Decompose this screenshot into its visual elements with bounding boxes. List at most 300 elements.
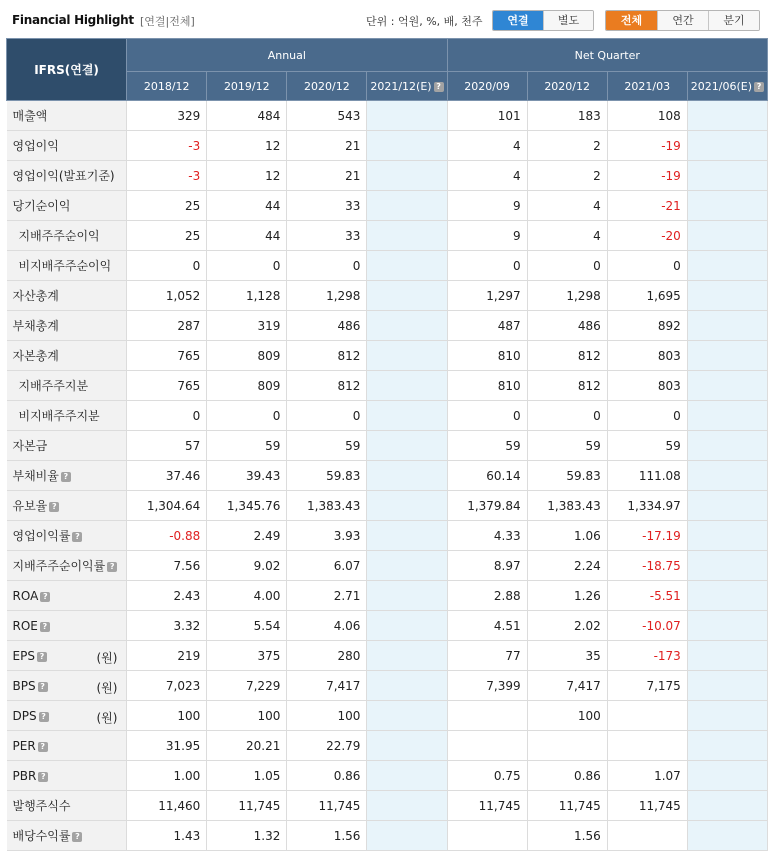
column-header — [607, 72, 687, 101]
table-cell: 0 — [607, 251, 687, 281]
table-cell: 11,745 — [207, 791, 287, 821]
table-cell: 4 — [447, 161, 527, 191]
table-cell: 2 — [527, 131, 607, 161]
table-cell — [527, 731, 607, 761]
table-cell: 2.02 — [527, 611, 607, 641]
table-cell: 484 — [207, 101, 287, 131]
table-row — [7, 521, 768, 551]
table-cell — [607, 701, 687, 731]
row-label — [7, 311, 127, 341]
column-header-label: 2018/12 — [143, 79, 190, 93]
table-row — [7, 131, 768, 161]
row-label — [7, 221, 127, 251]
table-cell: 1.32 — [207, 821, 287, 851]
table-cell: 183 — [527, 101, 607, 131]
table-cell: 3.32 — [127, 611, 207, 641]
table-cell: 4 — [527, 221, 607, 251]
table-row — [7, 461, 768, 491]
table-cell: 1,297 — [447, 281, 527, 311]
table-cell: 57 — [127, 431, 207, 461]
row-label-text: 영업이익(발표기준) — [12, 169, 115, 183]
table-cell: 810 — [447, 341, 527, 371]
table-cell — [367, 641, 447, 671]
table-cell: 101 — [447, 101, 527, 131]
table-cell: 4.51 — [447, 611, 527, 641]
table-cell — [367, 761, 447, 791]
table-cell: 2.71 — [287, 581, 367, 611]
table-cell — [687, 461, 767, 491]
row-label-text: 유보율 — [12, 499, 48, 513]
help-icon[interactable]: ? — [38, 772, 48, 782]
help-icon[interactable]: ? — [754, 82, 764, 92]
table-cell: -3 — [127, 131, 207, 161]
row-label — [7, 431, 127, 461]
row-label — [7, 461, 127, 491]
table-row — [7, 251, 768, 281]
row-label — [7, 281, 127, 311]
row-label-text: 매출액 — [12, 109, 48, 123]
table-cell — [607, 821, 687, 851]
table-cell: -18.75 — [607, 551, 687, 581]
table-cell: 329 — [127, 101, 207, 131]
consolidated-button[interactable]: 연결 — [493, 11, 543, 30]
table-cell — [687, 521, 767, 551]
row-label — [7, 251, 127, 281]
table-cell: 375 — [207, 641, 287, 671]
table-cell — [367, 731, 447, 761]
row-label-text: PBR — [12, 768, 37, 783]
table-row — [7, 191, 768, 221]
table-cell — [687, 371, 767, 401]
table-cell: 12 — [207, 131, 287, 161]
row-label — [7, 341, 127, 371]
table-row — [7, 551, 768, 581]
row-label-text: 자본금 — [12, 439, 48, 453]
table-cell: 0 — [287, 401, 367, 431]
table-cell: 1,345.76 — [207, 491, 287, 521]
row-label — [7, 611, 127, 641]
table-cell — [687, 701, 767, 731]
table-cell: 59.83 — [287, 461, 367, 491]
table-cell: 1.43 — [127, 821, 207, 851]
table-cell: 21 — [287, 161, 367, 191]
table-cell: 59.83 — [527, 461, 607, 491]
table-cell: 59 — [447, 431, 527, 461]
help-icon[interactable]: ? — [72, 832, 82, 842]
page-title: Financial Highlight — [12, 13, 134, 27]
row-label — [7, 521, 127, 551]
table-cell: 100 — [207, 701, 287, 731]
table-cell: 11,745 — [447, 791, 527, 821]
table-cell: 1.07 — [607, 761, 687, 791]
table-cell: 7,023 — [127, 671, 207, 701]
table-cell: 1,298 — [527, 281, 607, 311]
row-label-text: 영업이익률 — [12, 529, 71, 543]
row-label — [7, 671, 127, 701]
row-label-text: 발행주식수 — [12, 799, 71, 813]
table-cell: 22.79 — [287, 731, 367, 761]
table-row — [7, 371, 768, 401]
table-cell: -3 — [127, 161, 207, 191]
period-toggle — [605, 10, 760, 31]
table-cell: 7,417 — [287, 671, 367, 701]
table-row — [7, 281, 768, 311]
table-cell: 60.14 — [447, 461, 527, 491]
table-row — [7, 821, 768, 851]
row-label-text: 지배주주순이익 — [18, 229, 100, 243]
help-icon[interactable]: ? — [49, 502, 59, 512]
table-cell — [687, 221, 767, 251]
table-cell: 44 — [207, 191, 287, 221]
table-row — [7, 401, 768, 431]
table-cell — [687, 251, 767, 281]
table-cell — [687, 821, 767, 851]
table-cell: 8.97 — [447, 551, 527, 581]
table-cell: 0.75 — [447, 761, 527, 791]
column-header-label: 2019/12 — [223, 79, 270, 93]
table-cell: 5.54 — [207, 611, 287, 641]
table-row — [7, 641, 768, 671]
row-label — [7, 401, 127, 431]
table-row — [7, 761, 768, 791]
row-label-text: 지배주주순이익률 — [12, 559, 106, 573]
row-label — [7, 491, 127, 521]
help-icon[interactable]: ? — [72, 532, 82, 542]
table-cell: 280 — [287, 641, 367, 671]
table-cell — [367, 671, 447, 701]
table-cell: 0 — [207, 251, 287, 281]
table-cell — [687, 191, 767, 221]
row-label — [7, 131, 127, 161]
table-cell: 2.49 — [207, 521, 287, 551]
row-label — [7, 641, 127, 671]
row-unit: (원) — [96, 681, 118, 695]
table-cell: 11,745 — [527, 791, 607, 821]
row-label-text: 당기순이익 — [12, 199, 71, 213]
row-label — [7, 581, 127, 611]
help-icon[interactable]: ? — [434, 82, 444, 92]
table-cell: 0 — [447, 251, 527, 281]
table-cell: 287 — [127, 311, 207, 341]
table-cell — [367, 821, 447, 851]
column-header-label: 2020/12 — [304, 79, 350, 93]
table-cell — [687, 131, 767, 161]
table-cell — [367, 191, 447, 221]
table-cell: 100 — [127, 701, 207, 731]
table-cell: 1,383.43 — [287, 491, 367, 521]
row-label — [7, 701, 127, 731]
table-cell: 77 — [447, 641, 527, 671]
table-row — [7, 491, 768, 521]
table-cell — [687, 281, 767, 311]
table-cell: 31.95 — [127, 731, 207, 761]
table-cell: 39.43 — [207, 461, 287, 491]
table-cell — [607, 731, 687, 761]
column-header-label: 2021/12(E) — [370, 79, 432, 93]
table-cell: 0 — [127, 401, 207, 431]
table-cell — [447, 821, 527, 851]
table-cell: -5.51 — [607, 581, 687, 611]
all-period-button[interactable]: 전체 — [606, 11, 657, 30]
table-row — [7, 671, 768, 701]
quarter-group-header: Net Quarter — [447, 39, 767, 72]
table-cell: 809 — [207, 371, 287, 401]
table-cell: -21 — [607, 191, 687, 221]
row-label — [7, 161, 127, 191]
table-main-header: IFRS(연결) — [7, 39, 127, 101]
help-icon[interactable]: ? — [40, 622, 50, 632]
table-cell — [367, 221, 447, 251]
row-label — [7, 551, 127, 581]
table-cell — [687, 101, 767, 131]
header-bar — [0, 0, 772, 38]
table-cell: 33 — [287, 221, 367, 251]
row-label — [7, 731, 127, 761]
column-header — [127, 72, 207, 101]
table-cell: 0.86 — [287, 761, 367, 791]
row-label-text: ROE — [12, 618, 38, 633]
table-row — [7, 341, 768, 371]
table-cell — [367, 101, 447, 131]
table-cell — [367, 401, 447, 431]
table-cell: 1,379.84 — [447, 491, 527, 521]
table-cell: 4.06 — [287, 611, 367, 641]
table-cell — [367, 581, 447, 611]
table-cell — [687, 161, 767, 191]
table-cell — [367, 491, 447, 521]
annual-group-header: Annual — [127, 39, 447, 72]
table-cell: 0 — [127, 251, 207, 281]
table-cell — [367, 611, 447, 641]
table-row — [7, 221, 768, 251]
table-cell: 25 — [127, 221, 207, 251]
column-header-label: 2020/09 — [464, 79, 510, 93]
table-row — [7, 161, 768, 191]
row-label-text: PER — [12, 738, 36, 753]
column-header — [527, 72, 607, 101]
table-cell — [367, 161, 447, 191]
table-cell: 59 — [527, 431, 607, 461]
row-label-text: 부채총계 — [12, 319, 59, 333]
table-cell — [687, 791, 767, 821]
row-label-text: 영업이익 — [12, 139, 59, 153]
table-cell: 219 — [127, 641, 207, 671]
column-header — [447, 72, 527, 101]
row-unit: (원) — [96, 651, 118, 665]
table-cell: 1.56 — [527, 821, 607, 851]
table-cell: 486 — [287, 311, 367, 341]
row-label — [7, 371, 127, 401]
table-cell: -19 — [607, 131, 687, 161]
table-cell: 803 — [607, 371, 687, 401]
help-icon[interactable]: ? — [107, 562, 117, 572]
help-icon[interactable]: ? — [39, 712, 49, 722]
table-cell: 4 — [447, 131, 527, 161]
separate-button[interactable]: 별도 — [543, 11, 593, 30]
table-cell: 4.33 — [447, 521, 527, 551]
page-subtitle: [연결|전체] — [140, 15, 195, 28]
table-cell — [687, 761, 767, 791]
column-header — [367, 72, 447, 101]
table-row — [7, 311, 768, 341]
help-icon[interactable]: ? — [37, 652, 47, 662]
row-unit: (원) — [96, 711, 118, 725]
table-row — [7, 611, 768, 641]
table-cell: 35 — [527, 641, 607, 671]
row-label-text: BPS — [12, 678, 36, 693]
row-label — [7, 101, 127, 131]
row-label — [7, 761, 127, 791]
table-cell: 4 — [527, 191, 607, 221]
table-cell — [367, 551, 447, 581]
table-cell — [687, 671, 767, 701]
unit-label: 단위 : 억원, %, 배, 천주 — [366, 15, 483, 28]
table-cell: 37.46 — [127, 461, 207, 491]
table-cell: 803 — [607, 341, 687, 371]
table-row — [7, 431, 768, 461]
table-cell — [367, 431, 447, 461]
table-row — [7, 581, 768, 611]
row-label-text: 자본총계 — [12, 349, 59, 363]
table-cell: 3.93 — [287, 521, 367, 551]
table-cell: 892 — [607, 311, 687, 341]
table-cell: -173 — [607, 641, 687, 671]
table-cell: 812 — [527, 371, 607, 401]
table-cell: 7,417 — [527, 671, 607, 701]
row-label-text: DPS — [12, 708, 37, 723]
table-cell — [687, 431, 767, 461]
financial-highlight-table — [6, 38, 768, 851]
table-cell: 1,128 — [207, 281, 287, 311]
table-cell: 1,052 — [127, 281, 207, 311]
table-cell: 543 — [287, 101, 367, 131]
column-header-label: 2021/03 — [624, 79, 671, 93]
table-cell: 21 — [287, 131, 367, 161]
table-cell — [447, 731, 527, 761]
table-cell: 4.00 — [207, 581, 287, 611]
table-row — [7, 701, 768, 731]
table-cell: -17.19 — [607, 521, 687, 551]
annual-button[interactable]: 연간 — [657, 11, 708, 30]
table-cell: 812 — [287, 341, 367, 371]
table-cell: 487 — [447, 311, 527, 341]
table-cell: -19 — [607, 161, 687, 191]
table-cell: -0.88 — [127, 521, 207, 551]
table-cell: 6.07 — [287, 551, 367, 581]
help-icon[interactable]: ? — [38, 682, 48, 692]
table-cell — [687, 731, 767, 761]
table-cell: 809 — [207, 341, 287, 371]
row-label-text: 배당수익률 — [12, 829, 71, 843]
table-cell: 0 — [607, 401, 687, 431]
table-cell: 765 — [127, 341, 207, 371]
row-label-text: 자산총계 — [12, 289, 59, 303]
table-cell — [367, 521, 447, 551]
table-cell: 7.56 — [127, 551, 207, 581]
table-cell: 1.06 — [527, 521, 607, 551]
help-icon[interactable]: ? — [38, 742, 48, 752]
table-cell — [367, 251, 447, 281]
table-cell: 33 — [287, 191, 367, 221]
help-icon[interactable]: ? — [40, 592, 50, 602]
table-cell: 1.05 — [207, 761, 287, 791]
row-label — [7, 791, 127, 821]
table-cell — [367, 791, 447, 821]
table-cell: 0 — [527, 401, 607, 431]
table-row — [7, 791, 768, 821]
table-cell: 25 — [127, 191, 207, 221]
row-label-text: 부채비율 — [12, 469, 59, 483]
table-cell: 111.08 — [607, 461, 687, 491]
table-cell: 11,745 — [287, 791, 367, 821]
table-cell: 108 — [607, 101, 687, 131]
table-cell: 7,175 — [607, 671, 687, 701]
table-cell — [367, 281, 447, 311]
table-cell: 486 — [527, 311, 607, 341]
column-header — [207, 72, 287, 101]
table-cell: 1.00 — [127, 761, 207, 791]
row-label-text: 지배주주지분 — [18, 379, 89, 393]
table-cell: 9 — [447, 191, 527, 221]
table-cell: 1,298 — [287, 281, 367, 311]
table-cell — [367, 341, 447, 371]
table-cell — [687, 581, 767, 611]
row-label-text: ROA — [12, 588, 39, 603]
table-cell: 1,304.64 — [127, 491, 207, 521]
table-cell: 100 — [287, 701, 367, 731]
table-cell: 1,334.97 — [607, 491, 687, 521]
table-cell — [687, 551, 767, 581]
table-cell — [687, 611, 767, 641]
table-cell: -20 — [607, 221, 687, 251]
table-cell — [687, 341, 767, 371]
table-cell: 9 — [447, 221, 527, 251]
table-cell: 1,383.43 — [527, 491, 607, 521]
table-cell: 812 — [527, 341, 607, 371]
help-icon[interactable]: ? — [61, 472, 71, 482]
table-cell — [367, 461, 447, 491]
table-row — [7, 101, 768, 131]
table-cell — [687, 311, 767, 341]
table-cell — [367, 131, 447, 161]
table-cell: 0 — [207, 401, 287, 431]
table-cell — [367, 371, 447, 401]
table-cell: 1,695 — [607, 281, 687, 311]
column-header-label: 2021/06(E) — [690, 79, 753, 93]
column-header-label: 2020/12 — [544, 79, 591, 93]
row-label — [7, 191, 127, 221]
table-cell: 9.02 — [207, 551, 287, 581]
consolidation-toggle — [492, 10, 594, 31]
table-cell: 1.26 — [527, 581, 607, 611]
column-header — [287, 72, 367, 101]
table-cell — [687, 491, 767, 521]
table-cell: 2.43 — [127, 581, 207, 611]
table-cell: 7,399 — [447, 671, 527, 701]
table-cell — [367, 311, 447, 341]
table-cell: 44 — [207, 221, 287, 251]
table-cell: 812 — [287, 371, 367, 401]
table-cell: 12 — [207, 161, 287, 191]
table-cell: -10.07 — [607, 611, 687, 641]
table-cell: 0 — [287, 251, 367, 281]
table-cell: 59 — [287, 431, 367, 461]
table-cell: 0.86 — [527, 761, 607, 791]
row-label-text: EPS — [12, 648, 35, 663]
table-cell: 59 — [207, 431, 287, 461]
column-header — [687, 72, 767, 101]
quarter-button[interactable]: 분기 — [708, 11, 759, 30]
